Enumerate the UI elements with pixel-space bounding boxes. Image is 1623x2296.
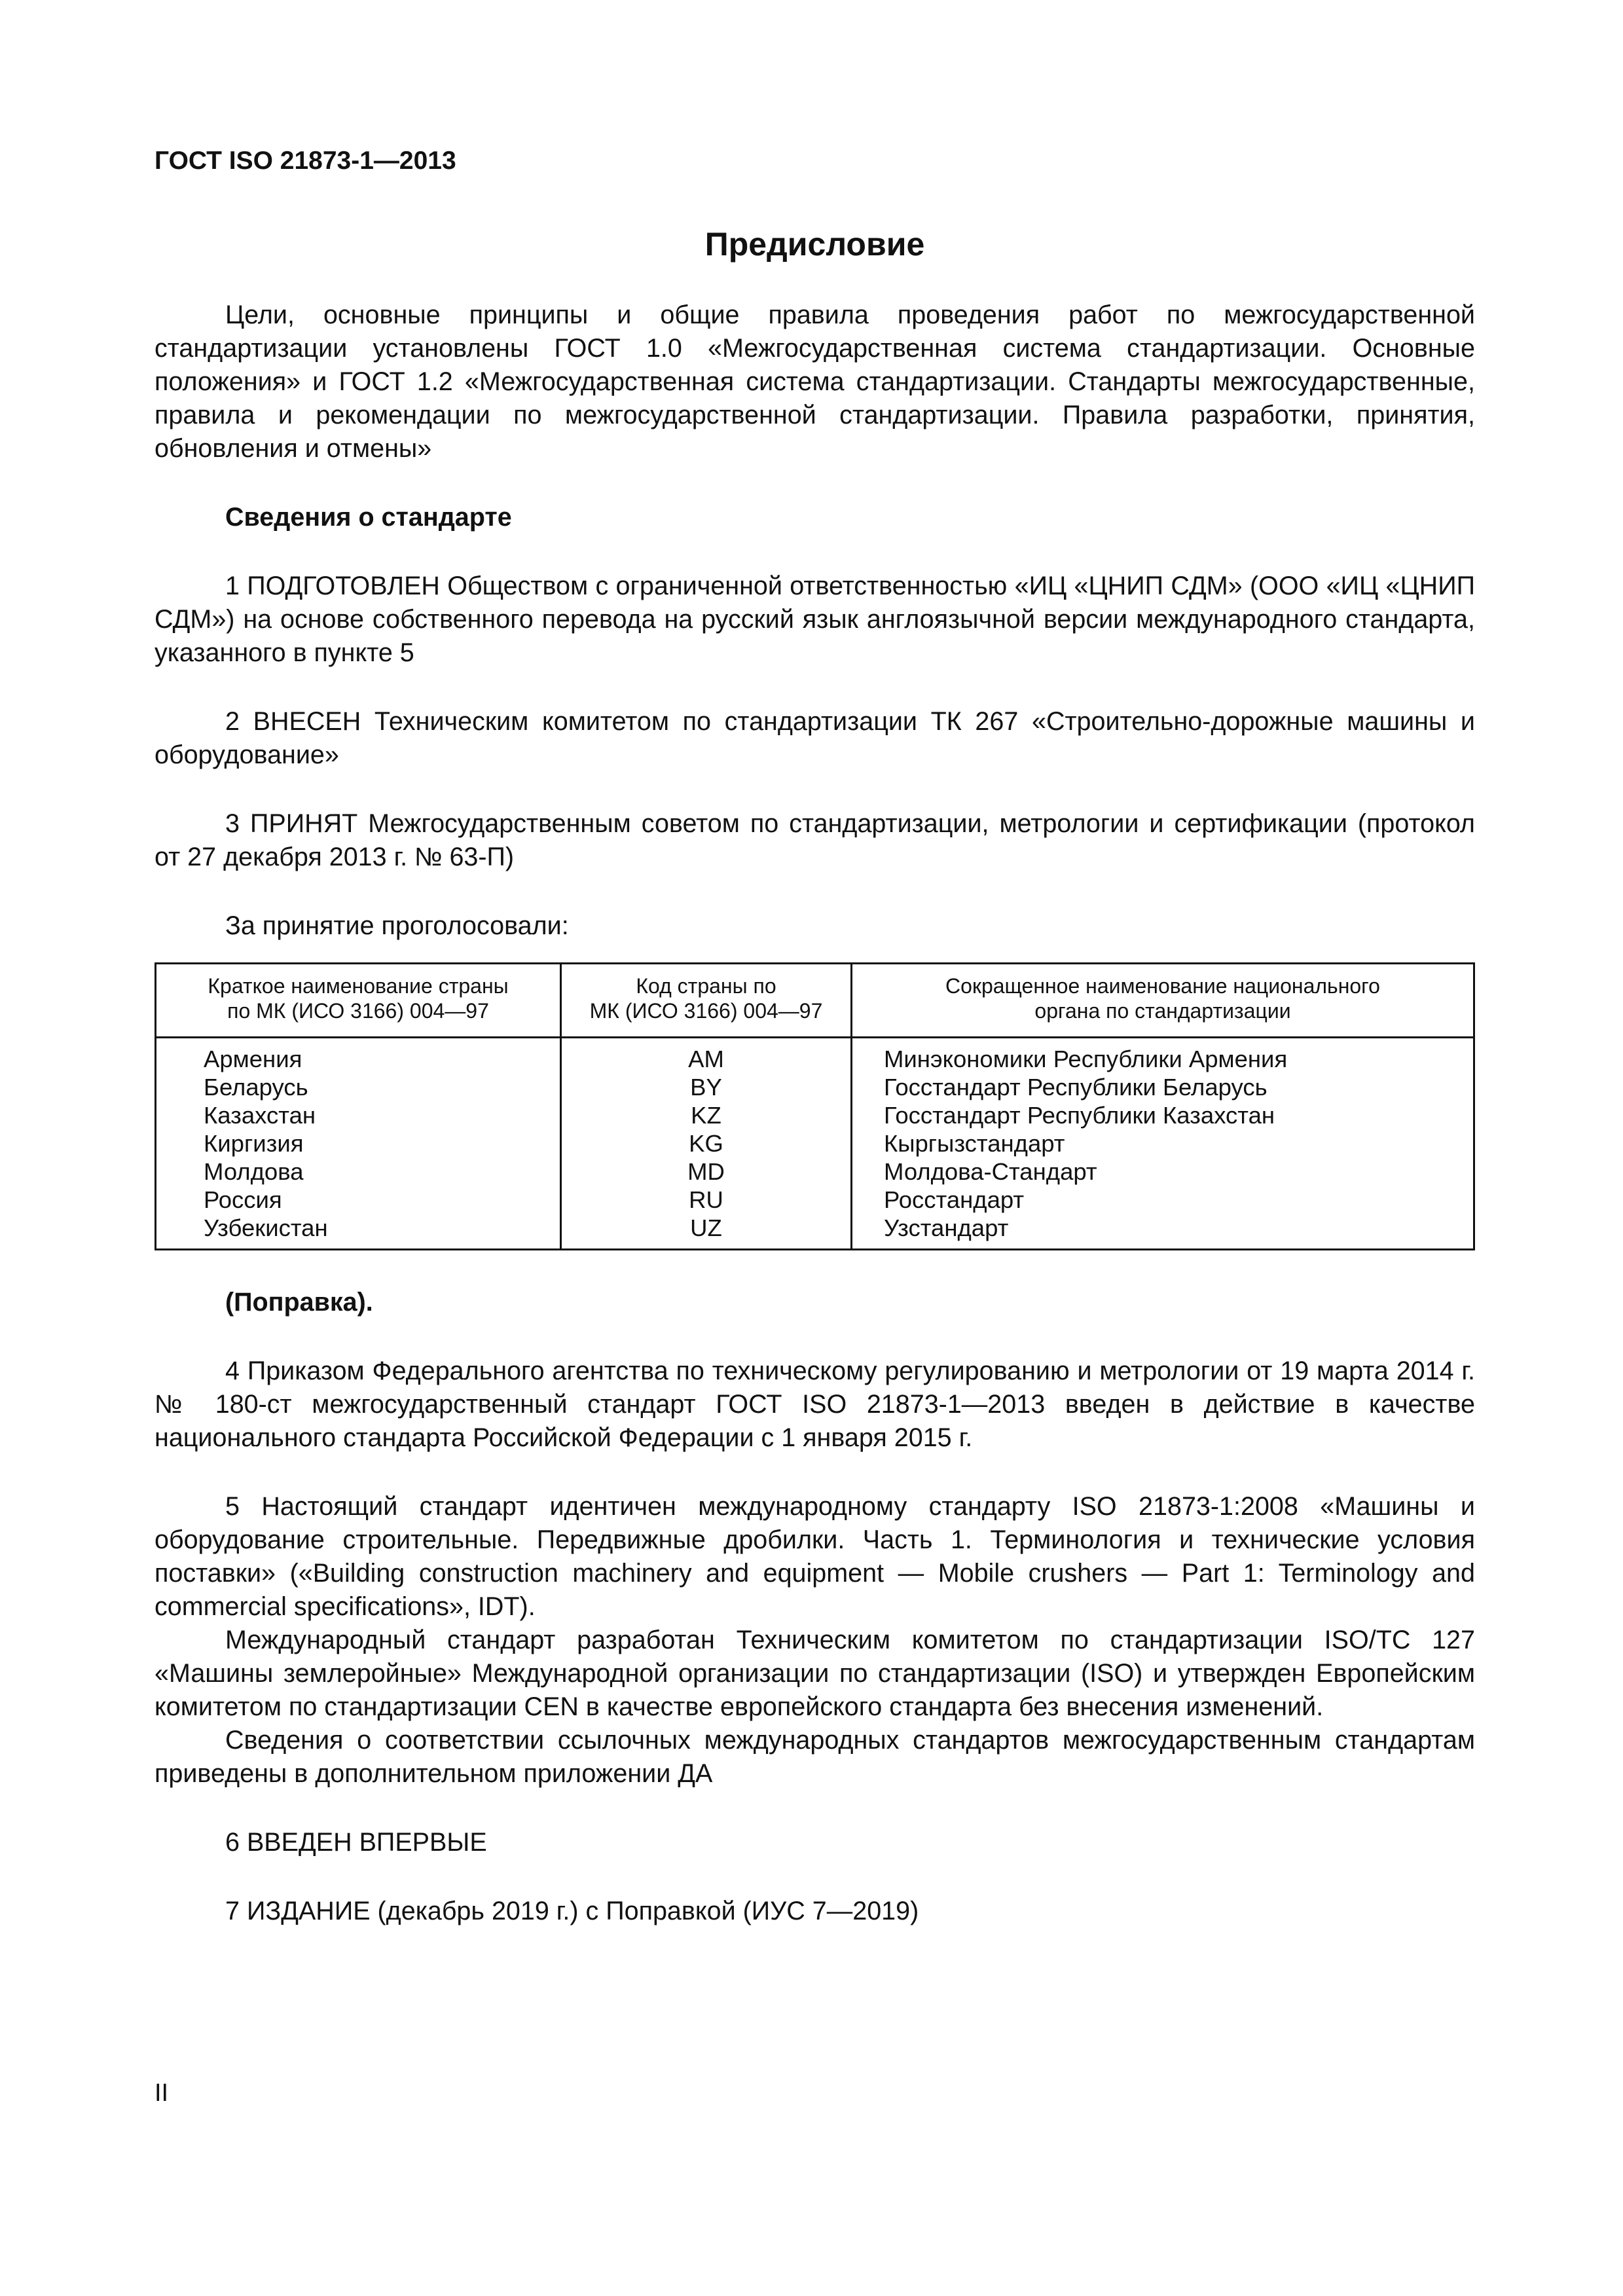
header-line: Код страны по bbox=[636, 974, 776, 998]
item-5-paragraph-2: Международный стандарт разработан Техническим комитетом по стандартизации ISO/TC 127 «Машины землеройные» Международной организации по стандартизации (ISO) и утвержден Европейским комитетом по стандартизации CEN в качестве европейского стандарта без внесения изменений. bbox=[155, 1626, 1475, 1721]
item-1-paragraph: 1 ПОДГОТОВЛЕН Обществом с ограниченной ответственностью «ИЦ «ЦНИП СДМ» (ООО «ИЦ «ЦНИП СДМ») на основе собственного перевода на русский язык англоязычной версии международного стандарта, указанного в пункте 5 bbox=[155, 572, 1475, 667]
org-cell: Минэкономики Республики Армения bbox=[852, 1038, 1474, 1074]
page-title: Предисловие bbox=[704, 226, 925, 263]
item-5-paragraph: 5 Настоящий стандарт идентичен международному стандарту ISO 21873-1:2008 «Машины и оборудование строительные. Передвижные дробилки. Часть 1. Терминология и технические условия поставки» («Building construction machinery and equipment — Mobile crushers — Part 1: Terminology and commercial specifications», IDT). bbox=[155, 1492, 1475, 1621]
org-cell: Кыргызстандарт bbox=[852, 1129, 1474, 1157]
code-cell: KG bbox=[561, 1129, 852, 1157]
country-cell: Россия bbox=[156, 1186, 561, 1214]
amendment-note: (Поправка). bbox=[225, 1288, 373, 1317]
header-line: по МК (ИСО 3166) 004—97 bbox=[227, 999, 489, 1023]
voting-countries-table bbox=[155, 962, 1475, 1250]
code-cell: BY bbox=[561, 1073, 852, 1101]
header-country-code bbox=[561, 964, 852, 1038]
section-heading: Сведения о стандарте bbox=[225, 503, 512, 532]
org-cell: Росстандарт bbox=[852, 1186, 1474, 1214]
country-cell: Армения bbox=[156, 1038, 561, 1074]
item-2-paragraph: 2 ВНЕСЕН Техническим комитетом по стандартизации ТК 267 «Строительно-дорожные машины и оборудование» bbox=[155, 707, 1475, 769]
header-country-name bbox=[156, 964, 561, 1038]
table-row bbox=[156, 1186, 1474, 1214]
country-cell: Молдова bbox=[156, 1157, 561, 1186]
item-5-paragraph-3: Сведения о соответствии ссылочных международных стандартов межгосударственным стандартам приведены в дополнительном приложении ДА bbox=[155, 1726, 1475, 1788]
code-cell: AM bbox=[561, 1038, 852, 1074]
header-line: МК (ИСО 3166) 004—97 bbox=[589, 999, 823, 1023]
org-cell: Госстандарт Республики Беларусь bbox=[852, 1073, 1474, 1101]
voted-intro: За принятие проголосовали: bbox=[225, 911, 569, 940]
item-6-paragraph: 6 ВВЕДЕН ВПЕРВЫЕ bbox=[225, 1828, 487, 1857]
header-line: Сокращенное наименование национального bbox=[945, 974, 1380, 998]
table-row bbox=[156, 1073, 1474, 1101]
page-number: II bbox=[155, 2079, 169, 2107]
code-cell: UZ bbox=[561, 1214, 852, 1250]
table-header-row bbox=[156, 964, 1474, 1038]
item-4-paragraph: 4 Приказом Федерального агентства по техническому регулированию и метрологии от 19 марта 2014 г. № 180-ст межгосударственный стандарт ГОСТ ISO 21873-1—2013 введен в действие в качестве национального стандарта Российской Федерации с 1 января 2015 г. bbox=[155, 1357, 1475, 1452]
header-line: органа по стандартизации bbox=[1034, 999, 1291, 1023]
header-line: Краткое наименование страны bbox=[208, 974, 509, 998]
code-cell: RU bbox=[561, 1186, 852, 1214]
document-code-header: ГОСТ ISO 21873-1—2013 bbox=[155, 147, 456, 175]
org-cell: Молдова-Стандарт bbox=[852, 1157, 1474, 1186]
intro-paragraph: Цели, основные принципы и общие правила проведения работ по межгосударственной стандартизации установлены ГОСТ 1.0 «Межгосударственная система стандартизации. Основные положения» и ГОСТ 1.2 «Межгосударственная система стандартизации. Стандарты межгосударственные, правила и рекомендации по межгосударственной стандартизации. Правила разработки, принятия, обновления и отмены» bbox=[155, 301, 1475, 463]
code-cell: MD bbox=[561, 1157, 852, 1186]
country-cell: Узбекистан bbox=[156, 1214, 561, 1250]
code-cell: KZ bbox=[561, 1101, 852, 1129]
document-body bbox=[155, 299, 1475, 1928]
country-cell: Киргизия bbox=[156, 1129, 561, 1157]
table-row bbox=[156, 1157, 1474, 1186]
country-cell: Беларусь bbox=[156, 1073, 561, 1101]
table-row bbox=[156, 1214, 1474, 1250]
table-row bbox=[156, 1129, 1474, 1157]
table-row bbox=[156, 1101, 1474, 1129]
org-cell: Узстандарт bbox=[852, 1214, 1474, 1250]
item-3-paragraph: 3 ПРИНЯТ Межгосударственным советом по стандартизации, метрологии и сертификации (протокол от 27 декабря 2013 г. № 63-П) bbox=[155, 809, 1475, 871]
header-national-body bbox=[852, 964, 1474, 1038]
table-row bbox=[156, 1038, 1474, 1074]
org-cell: Госстандарт Республики Казахстан bbox=[852, 1101, 1474, 1129]
country-cell: Казахстан bbox=[156, 1101, 561, 1129]
item-7-paragraph: 7 ИЗДАНИЕ (декабрь 2019 г.) с Поправкой (ИУС 7—2019) bbox=[225, 1897, 919, 1925]
